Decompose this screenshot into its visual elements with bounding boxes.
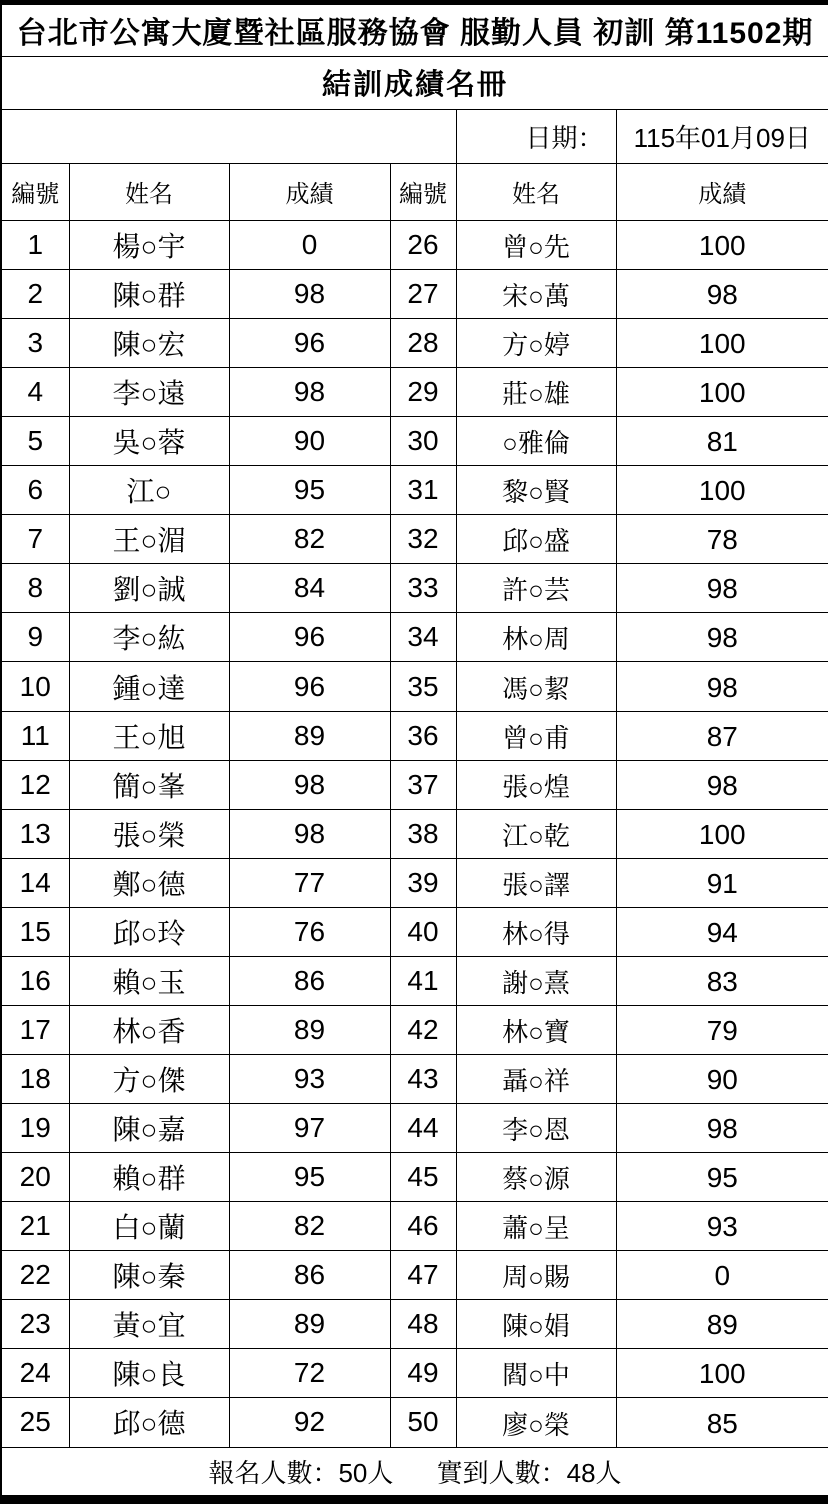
roster-name-left: 王○旭 [69,711,229,760]
roster-no-left: 21 [1,1202,69,1251]
roster-score-left: 96 [229,662,390,711]
roster-name-right: 陳○娟 [456,1300,616,1349]
roster-data-section [1,220,828,1447]
roster-name-right: 邱○盛 [456,515,616,564]
roster-name-right: ○雅倫 [456,417,616,466]
roster-no-right: 28 [390,319,456,368]
roster-score-right: 90 [616,1054,828,1103]
roster-no-right: 44 [390,1104,456,1153]
roster-name-left: 邱○德 [69,1398,229,1447]
roster-name-right: 許○芸 [456,564,616,613]
roster-score-right: 98 [616,1104,828,1153]
roster-score-left: 96 [229,613,390,662]
roster-score-right: 89 [616,1300,828,1349]
roster-score-left: 98 [229,368,390,417]
column-header-score-right: 成績 [616,163,828,220]
roster-row [1,220,828,269]
roster-no-left: 13 [1,809,69,858]
roster-row [1,711,828,760]
roster-row [1,1349,828,1398]
roster-name-left: 白○蘭 [69,1202,229,1251]
roster-name-right: 曾○先 [456,220,616,269]
roster-score-left: 77 [229,858,390,907]
roster-score-right: 91 [616,858,828,907]
roster-name-right: 宋○萬 [456,269,616,318]
roster-row [1,368,828,417]
roster-row [1,1202,828,1251]
roster-score-right: 98 [616,662,828,711]
column-header-no-right: 編號 [390,163,456,220]
roster-no-left: 7 [1,515,69,564]
roster-score-right: 85 [616,1398,828,1447]
roster-no-left: 19 [1,1104,69,1153]
roster-name-left: 鍾○達 [69,662,229,711]
roster-row [1,466,828,515]
roster-no-left: 17 [1,1005,69,1054]
roster-score-left: 89 [229,1300,390,1349]
roster-row [1,1054,828,1103]
roster-score-right: 93 [616,1202,828,1251]
roster-row [1,1153,828,1202]
roster-name-left: 李○紘 [69,613,229,662]
roster-name-right: 張○煌 [456,760,616,809]
roster-no-left: 22 [1,1251,69,1300]
roster-score-left: 84 [229,564,390,613]
roster-score-left: 98 [229,269,390,318]
roster-name-left: 賴○群 [69,1153,229,1202]
roster-no-right: 35 [390,662,456,711]
roster-score-right: 100 [616,1349,828,1398]
roster-no-right: 37 [390,760,456,809]
roster-score-right: 100 [616,220,828,269]
roster-no-right: 48 [390,1300,456,1349]
roster-name-left: 張○榮 [69,809,229,858]
roster-row [1,662,828,711]
roster-name-left: 邱○玲 [69,907,229,956]
roster-name-left: 賴○玉 [69,956,229,1005]
roster-no-right: 38 [390,809,456,858]
roster-no-left: 12 [1,760,69,809]
roster-name-right: 黎○賢 [456,466,616,515]
roster-no-right: 39 [390,858,456,907]
roster-name-right: 蕭○呈 [456,1202,616,1251]
roster-score-right: 95 [616,1153,828,1202]
roster-score-left: 72 [229,1349,390,1398]
roster-score-right: 98 [616,269,828,318]
roster-name-right: 謝○熹 [456,956,616,1005]
roster-name-left: 陳○群 [69,269,229,318]
roster-row [1,269,828,318]
roster-name-left: 陳○嘉 [69,1104,229,1153]
roster-no-left: 16 [1,956,69,1005]
roster-score-left: 92 [229,1398,390,1447]
roster-row [1,613,828,662]
column-header-score-left: 成績 [229,163,390,220]
roster-no-left: 6 [1,466,69,515]
roster-name-right: 林○周 [456,613,616,662]
roster-score-left: 95 [229,466,390,515]
registered-count: 報名人數：50人 [208,1457,394,1488]
roster-no-right: 46 [390,1202,456,1251]
roster-no-right: 36 [390,711,456,760]
roster-no-right: 33 [390,564,456,613]
roster-no-left: 1 [1,220,69,269]
roster-name-left: 黃○宜 [69,1300,229,1349]
document-title: 台北市公寓大廈暨社區服務協會 服勤人員 初訓 第11502期 [1,3,828,57]
column-header-name-right: 姓名 [456,163,616,220]
date-row [1,110,828,164]
roster-score-left: 95 [229,1153,390,1202]
roster-name-right: 曾○甫 [456,711,616,760]
roster-row [1,1398,828,1447]
roster-row [1,760,828,809]
roster-no-left: 10 [1,662,69,711]
roster-score-left: 98 [229,760,390,809]
roster-row [1,319,828,368]
roster-row [1,1251,828,1300]
roster-footer-section [1,1447,828,1500]
roster-name-right: 馮○絜 [456,662,616,711]
roster-no-right: 32 [390,515,456,564]
roster-score-left: 89 [229,711,390,760]
roster-no-right: 27 [390,269,456,318]
roster-score-left: 82 [229,515,390,564]
roster-score-left: 86 [229,1251,390,1300]
roster-no-left: 2 [1,269,69,318]
roster-name-left: 簡○峯 [69,760,229,809]
roster-header-section [1,3,828,221]
date-row-spacer [1,110,456,164]
roster-name-left: 鄭○德 [69,858,229,907]
roster-score-left: 89 [229,1005,390,1054]
roster-no-right: 45 [390,1153,456,1202]
subtitle-row [1,56,828,110]
roster-name-right: 周○賜 [456,1251,616,1300]
roster-name-left: 方○傑 [69,1054,229,1103]
roster-name-left: 劉○誠 [69,564,229,613]
roster-no-right: 29 [390,368,456,417]
roster-no-left: 20 [1,1153,69,1202]
summary-row [1,1447,828,1500]
column-header-row [1,163,828,220]
roster-score-right: 98 [616,564,828,613]
roster-score-right: 98 [616,613,828,662]
roster-row [1,1005,828,1054]
roster-no-left: 24 [1,1349,69,1398]
roster-no-right: 49 [390,1349,456,1398]
roster-no-left: 23 [1,1300,69,1349]
document-subtitle: 結訓成績名冊 [1,56,828,110]
roster-score-right: 100 [616,809,828,858]
roster-no-left: 3 [1,319,69,368]
roster-score-right: 0 [616,1251,828,1300]
roster-row [1,1104,828,1153]
roster-row [1,1300,828,1349]
roster-row [1,858,828,907]
roster-name-left: 江○ [69,466,229,515]
roster-no-right: 30 [390,417,456,466]
roster-no-right: 26 [390,220,456,269]
roster-score-left: 98 [229,809,390,858]
roster-row [1,809,828,858]
roster-no-right: 50 [390,1398,456,1447]
roster-no-right: 31 [390,466,456,515]
roster-no-left: 15 [1,907,69,956]
roster-name-right: 閻○中 [456,1349,616,1398]
roster-no-left: 4 [1,368,69,417]
roster-score-left: 0 [229,220,390,269]
summary-cell [1,1447,828,1500]
roster-score-left: 82 [229,1202,390,1251]
roster-name-left: 王○湄 [69,515,229,564]
attended-count: 實到人數：48人 [436,1457,622,1488]
roster-no-left: 5 [1,417,69,466]
roster-name-right: 莊○雄 [456,368,616,417]
roster-no-left: 14 [1,858,69,907]
roster-name-right: 林○得 [456,907,616,956]
title-row [1,3,828,57]
roster-name-left: 楊○宇 [69,220,229,269]
roster-score-right: 94 [616,907,828,956]
roster-no-left: 25 [1,1398,69,1447]
roster-no-left: 8 [1,564,69,613]
roster-score-left: 96 [229,319,390,368]
roster-score-right: 78 [616,515,828,564]
roster-no-right: 47 [390,1251,456,1300]
roster-name-left: 陳○宏 [69,319,229,368]
roster-score-left: 76 [229,907,390,956]
column-header-name-left: 姓名 [69,163,229,220]
roster-score-left: 90 [229,417,390,466]
roster-score-right: 100 [616,319,828,368]
roster-score-right: 100 [616,368,828,417]
roster-row [1,956,828,1005]
column-header-no-left: 編號 [1,163,69,220]
roster-score-right: 100 [616,466,828,515]
roster-no-right: 43 [390,1054,456,1103]
roster-score-left: 97 [229,1104,390,1153]
roster-no-right: 41 [390,956,456,1005]
roster-row [1,907,828,956]
roster-no-left: 18 [1,1054,69,1103]
roster-name-right: 張○譯 [456,858,616,907]
roster-score-left: 93 [229,1054,390,1103]
roster-name-left: 陳○良 [69,1349,229,1398]
roster-name-left: 李○遠 [69,368,229,417]
roster-name-left: 陳○秦 [69,1251,229,1300]
roster-name-right: 廖○榮 [456,1398,616,1447]
date-value: 115年01月09日 [616,110,828,164]
roster-name-right: 李○恩 [456,1104,616,1153]
roster-name-right: 聶○祥 [456,1054,616,1103]
roster-score-right: 87 [616,711,828,760]
roster-no-left: 11 [1,711,69,760]
date-label: 日期： [456,110,616,164]
roster-name-right: 林○寶 [456,1005,616,1054]
roster-row [1,417,828,466]
roster-score-left: 86 [229,956,390,1005]
roster-name-right: 蔡○源 [456,1153,616,1202]
roster-no-right: 34 [390,613,456,662]
roster-no-right: 42 [390,1005,456,1054]
roster-name-left: 吳○蓉 [69,417,229,466]
roster-score-right: 81 [616,417,828,466]
roster-score-right: 79 [616,1005,828,1054]
roster-row [1,515,828,564]
roster-no-right: 40 [390,907,456,956]
roster-row [1,564,828,613]
roster-name-left: 林○香 [69,1005,229,1054]
roster-score-right: 98 [616,760,828,809]
roster-name-right: 江○乾 [456,809,616,858]
roster-name-right: 方○婷 [456,319,616,368]
roster-no-left: 9 [1,613,69,662]
roster-score-right: 83 [616,956,828,1005]
